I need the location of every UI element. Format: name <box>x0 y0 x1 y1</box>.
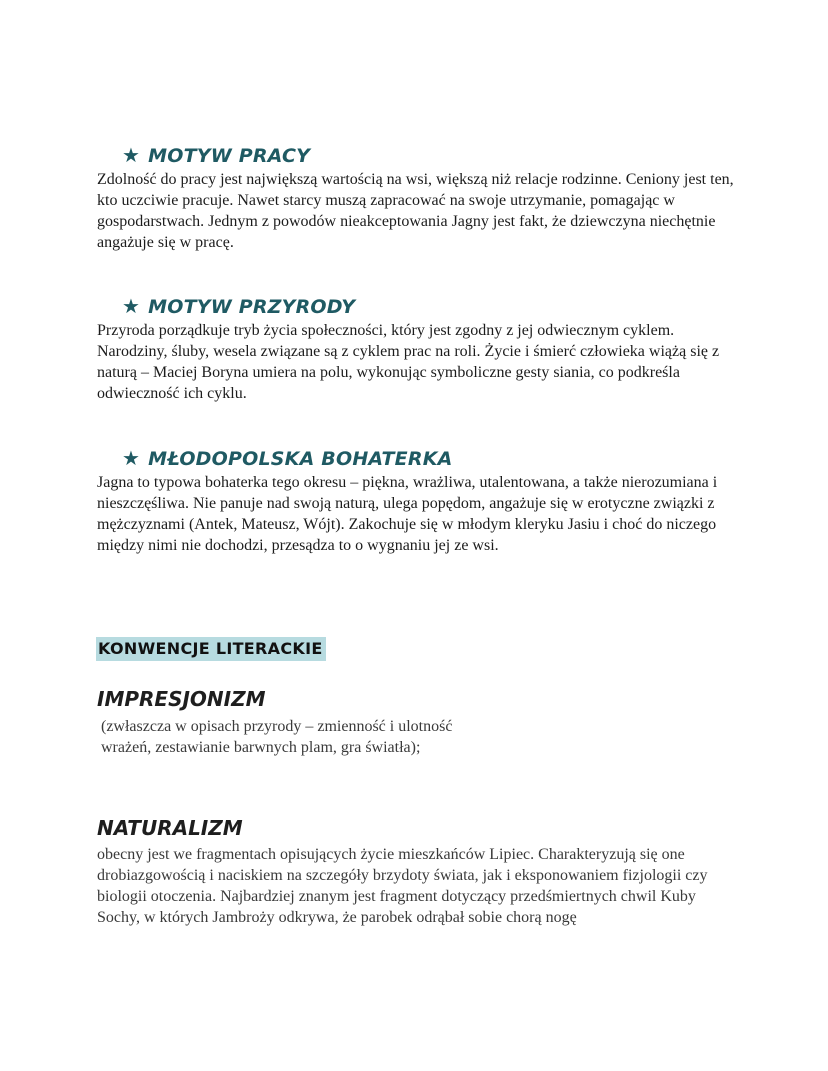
conventions-section-header: KONWENCJE LITERACKIE <box>96 637 326 661</box>
motif-text-praca: Zdolność do pracy jest największą wartością na wsi, większą niż relacje rodzinne. Ceniony jest ten, kto uczciwie pracuje. Nawet starcy muszą zapracować na swoje utrzymanie, pomagając w gospodarstwach. Jednym z powodów nieakceptowania Jagny jest fakt, że dziewczyna niechętnie angażuje się w pracę. <box>97 171 734 251</box>
convention-text-impresjonizm <box>97 716 477 758</box>
motif-heading-praca <box>122 143 310 167</box>
convention-text-naturalizm-body: obecny jest we fragmentach opisujących życie mieszkańców Lipiec. Charakteryzują się one drobiazgowością i naciskiem na szczegóły brzydoty świata, jak i eksponowaniem fizjologii czy biologii otoczenia. Najbardziej znanym jest fragment dotyczący przedśmiertnych chwil Kuby Sochy, w których Jambroży odkrywa, że parobek odrąbał sobie chorą nogę <box>97 846 708 926</box>
motif-heading-przyroda <box>122 294 355 318</box>
convention-text-impresjonizm-body: (zwłaszcza w opisach przyrody – zmienność i ulotność wrażeń, zestawianie barwnych plam, gra światła); <box>101 718 453 756</box>
star-icon: ★ <box>122 143 141 167</box>
motif-heading-bohaterka <box>122 446 453 470</box>
convention-text-naturalizm <box>97 844 737 928</box>
motif-title: MŁODOPOLSKA BOHATERKA <box>148 448 453 470</box>
motif-title: MOTYW PRACY <box>148 145 311 167</box>
motif-title: MOTYW PRZYRODY <box>148 296 356 318</box>
motif-text-przyroda: Przyroda porządkuje tryb życia społeczności, który jest zgodny z jej odwiecznym cyklem. Narodziny, śluby, wesela związane są z cyklem prac na roli. Życie i śmierć człowieka wiążą się z naturą – Maciej Boryna umiera na polu, wykonując symboliczne gesty siania, co podkreśla odwieczność ich cyklu. <box>97 322 720 402</box>
convention-heading-impresjonizm: IMPRESJONIZM <box>97 687 266 711</box>
motif-text-bohaterka: Jagna to typowa bohaterka tego okresu – piękna, wrażliwa, utalentowana, a także nierozumiana i nieszczęśliwa. Nie panuje nad swoją naturą, ulega popędom, angażuje się w erotyczne związki z mężczyznami (Antek, Mateusz, Wójt). Zakochuje się w młodym kleryku Jasiu i choć do niczego między nimi nie dochodzi, przesądza to o wygnaniu jej ze wsi. <box>97 474 718 554</box>
star-icon: ★ <box>122 294 141 318</box>
convention-heading-naturalizm: NATURALIZM <box>97 816 243 840</box>
star-icon: ★ <box>122 446 141 470</box>
